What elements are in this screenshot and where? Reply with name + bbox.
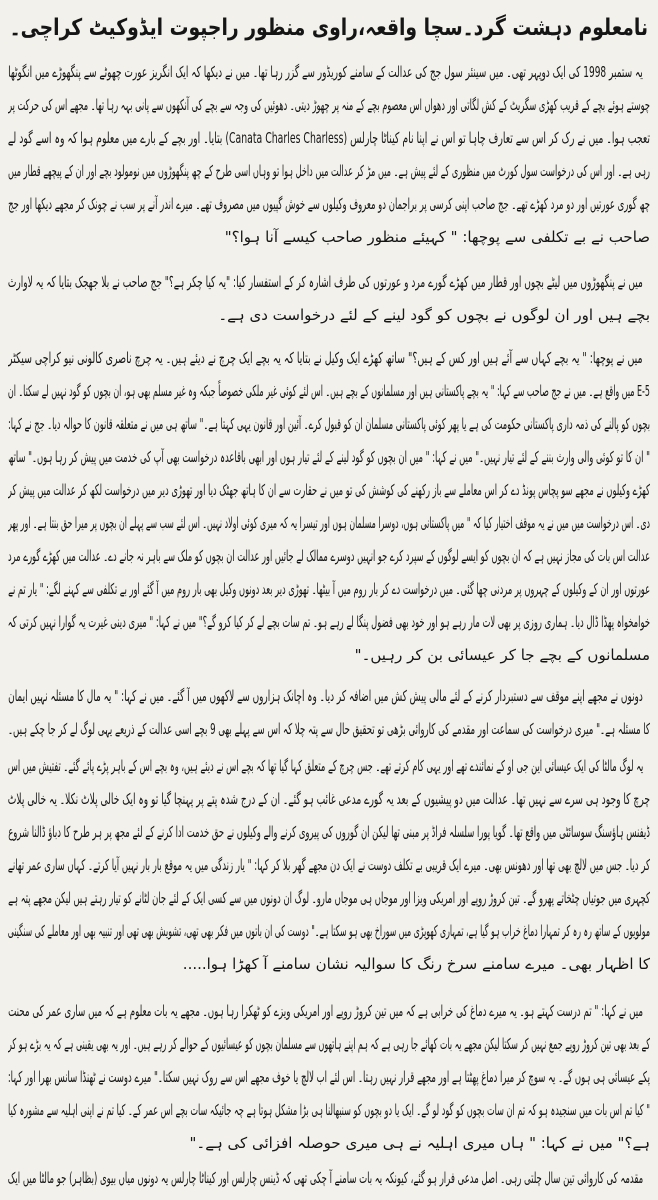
text-line: خوامخواہ پھڈا ڈال دیا۔ ہماری روزی پر بھی لات مار رہے ہو اور خود بھی فضول پنگا لے رہے ہو۔ تم سات بچے لے کر کیا کرو گے؟" میں نے کہا: " میری دینی غیرت یہ گوارا نہیں کرتی کہ (8, 613, 650, 631)
text-line: بچے ہیں اور ان لوگوں نے بچوں کو گود لینے کے لئے درخواست دی ہے۔ (218, 306, 650, 324)
text-line: کر دیا۔ جس میں لالچ بھی تھا اور دھونس بھی۔ میرے ایک قریبی بے تکلف دوست نے ایک دن مجھے گھر بلا کر کہا: " یار زندگی میں یہ موقع بار بار نہیں آیا کرتے۔ کہاں ساری عمر تھانے (8, 856, 650, 874)
text-line: کا مسئلہ ہے۔" میری درخواست کی سماعت اور مقدمے کی کاروائی بڑھی تو تحقیق حال سے پتہ چلا کہ اس سے پہلے بھی 9 بچے اسی عدالت کے ذریعے یہی لوگ لے کر جا چکے ہیں۔ (8, 720, 650, 738)
text-line: " کیا تم اس بات میں سنجیدہ ہو کہ تم ان سات بچوں کو گود لو گے۔ ایک یا دو بچوں کو سنبھالنا ہی بڑا مشکل ہوتا ہے چہ جائیکہ سات بچے اس عمر کے۔ کیا تم نے اپنی اہلیہ سے مشورہ کیا (8, 1101, 650, 1119)
text-line: مقدمہ کی کاروائی تین سال چلتی رہی۔ اصل مدعی فرار ہو گئے، کیونکہ یہ بات سامنے آ چکی تھی کہ ڈینس چارلس اور کیناٹا چارلس یہ دونوں میاں بیوی (بظاہر) جو مالٹا میں ایک (8, 1169, 644, 1187)
text-line: رہی ہے۔ اور اس کی درخواست سول کورٹ میں منظوری کے لئے پیش ہے۔ میں مڑ کر عدالت میں داخل ہوا تو وہاں اسی طرح کے چھ پنگھوڑوں میں نومولود بچے اور ان کے پیچھے قطار میں (8, 162, 650, 180)
text-line: پکے عیسائی ہی ہوں گے۔ یہ سوچ کر میرا دماغ پھٹتا ہے اور مجھے قرار نہیں رہتا۔ اس لئے اب لالچ یا خوف مجھے اس سے روک نہیں سکتا۔" میرے دوست نے ٹھنڈا سانس بھرا اور کہا: (8, 1068, 650, 1086)
text-line: یہ ستمبر 1998 کی ایک دوپہر تھی۔ میں سینئر سول جج کی عدالت کے سامنے کوریڈور سے گزر رہا تھا۔ میں نے دیکھا کہ ایک انگریز عورت چھوٹے سے پنگھوڑے میں انگوٹھا (8, 63, 643, 81)
paragraph (8, 680, 650, 746)
text-line: چوستے ہوئے بچے کے قریب کھڑی سگریٹ کے کش لگاتی اور دھواں اس معصوم بچے کے منہ پر چھوڑ دیتی۔ دھوئیں کی وجہ سے بچے کی آنکھوں سے پانی بہہ رہا تھا۔ مجھے اس کی حرکت پر (8, 96, 650, 114)
paragraph (8, 342, 650, 672)
text-line: عدالت اس بات کی مجاز نہیں ہے کہ ان بچوں کو ایسے لوگوں کے سپرد کرے جو انہیں دوسرے ممالک لے جائیں اور عدالت ان بچوں کو ملک سے باہر نہ جانے دے۔ عدالت میں کھڑے گورے مرد (8, 547, 650, 565)
text-line: عورتوں اور ان کے وکیلوں کے چہروں پر مردنی چھا گئی۔ میں درخواست دے کر بار روم میں آ بیٹھا۔ تھوڑی دیر بعد دونوں وکیل بھی بار روم میں آ گئے اور بے تکلفی سے کہنے لگے: " یار تم نے (8, 580, 650, 598)
text-line: دی۔ اس درخواست میں میں نے یہ موقف اختیار کیا کہ " میں پاکستانی ہوں، دوسرا مسلمان ہوں اور تیسرا یہ کہ میری کوئی اولاد نہیں۔ اس لئے سب سے پہلے ان بچوں پر میرا حق بنتا ہے۔ اور پھر (8, 514, 650, 532)
article-body (8, 56, 650, 1200)
text-line: کے بعد بھی تین کروڑ روپے جمع نہیں کر سکتا لیکن مجھے یہ بات کھائے جا رہی ہے کہ ہم اپنے ہاتھوں سے مسلمان بچوں کو عیسائیوں کے حوالے کر رہے ہیں۔ اور یہ بھی یقینی ہے کہ یہ بڑے ہو کر (8, 1035, 650, 1053)
text-line: ڈیفنس ہاؤسنگ سوسائٹی میں واقع تھا۔ گویا پورا سلسلہ فراڈ پر مبنی تھا لیکن ان گوروں کی پیروی کرنے والے وکیلوں نے حق خدمت ادا کرنے کے لئے مجھ پر ہر طرح کا دباؤ ڈالنا شروع (8, 823, 650, 841)
text-line: کچہری میں جوتیاں چٹخاتے پھرو گے۔ تین کروڑ روپے اور امریکی ویزا اور موجاں ہی موجاں مارو۔ لوگ ان دونوں میں سے کسی ایک کے لئے جان لٹانے کو تیار رہتے ہیں لیکن مجھے پتہ ہے (8, 889, 650, 907)
text-line: تعجب ہوا۔ میں نے رک کر اس سے تعارف چاہا تو اس نے اپنا نام کیناٹا چارلس (Canata Charles Charless) بتایا۔ اور بچے کے بارے میں معلوم ہوا کہ وہ اسے گود لے (8, 129, 650, 147)
text-line: ہے؟" میں نے کہا: " ہاں میری اہلیہ نے ہی میری حوصلہ افزائی کی ہے۔" (189, 1134, 650, 1152)
text-line: میں نے کہا: " تم درست کہتے ہو۔ یہ میرے دماغ کی خرابی ہے کہ میں تین کروڑ روپے اور امریکی ویزے کو ٹھکرا رہا ہوں۔ مجھے یہ بات معلوم ہے کہ میں ساری عمر کی محنت (8, 1002, 644, 1020)
text-line: E-5 میں واقع ہے۔ میں نے جج صاحب سے کہا: " یہ بچے پاکستانی ہیں اور مسلمانوں کے بچے ہیں۔ اس لئے کوئی غیر ملکی خصوصاً جبکہ وہ غیر مسلم بھی ہو، ان بچوں کو گود نہیں لے سکتا۔ ان (8, 382, 650, 400)
text-line: " ان کا تو کوئی والی وارث بننے کے لئے تیار نہیں۔" میں نے کہا: " میں ان بچوں کو گود لینے کے لئے تیار ہوں اور ابھی باقاعدہ درخواست بھی آپ کی خدمت میں پیش کر رہا ہوں۔" ساتھ (8, 448, 650, 466)
text-line: یہ لوگ مالٹا کی ایک عیسائی این جی او کے نمائندے تھے اور یہی کام کرتے تھے۔ جس چرچ کے متعلق کہا گیا تھا کہ بچے اس نے دیئے ہیں، وہ بچے اس کے باہر پڑے پائے گئے۔ تفتیش میں اس (8, 757, 644, 775)
paragraph (8, 266, 650, 332)
text-line: کا اظہار بھی۔ میرے سامنے سرخ رنگ کا سوالیہ نشان سامنے آ کھڑا ہوا..... (182, 955, 650, 973)
paragraph (8, 995, 650, 1160)
page-title (9, 6, 648, 50)
paragraph (8, 750, 650, 981)
text-line: دونوں نے مجھے اپنے موقف سے دستبردار کرنے کے لئے مالی پیش کش میں اضافہ کر دیا۔ وہ اچانک ہزاروں سے لاکھوں میں آ گئے۔ میں نے کہا: " یہ مال کا مسئلہ نہیں ایمان (8, 687, 643, 705)
title-text: نامعلوم دہشت گرد۔ (462, 15, 648, 41)
subtitle-text: سچا واقعہ، (357, 15, 463, 41)
paragraph (8, 56, 650, 254)
text-line: مسلمانوں کے بچے جا کر عیسائی بن کر رہیں۔" (354, 646, 650, 664)
text-line: میں نے پوچھا: " یہ بچے کہاں سے آئے ہیں اور کس کے ہیں؟" ساتھ کھڑے ایک وکیل نے بتایا کہ یہ بچے ایک چرچ نے دیئے ہیں۔ یہ چرچ ناصری کالونی نیو کراچی سیکٹر (8, 349, 643, 367)
text-line: مولویوں کے ساتھ رہ رہ کر تمہارا دماغ خراب ہو گیا ہے، تمہاری کھوپڑی میں سوراخ بھی ہو سکتا ہے۔" دوست کی ان باتوں میں فکر بھی تھی، تشویش بھی تھی اور تنبیہ بھی اور معاملے کی سنگینی (8, 922, 650, 940)
text-line: چھ گوری عورتیں اور دو مرد کھڑے تھے۔ جج صاحب اپنی کرسی پر براجمان دو معروف وکیلوں سے خوش گپیوں میں مصروف تھے۔ میرے اندر آنے پر سب نے چونک کر مجھے دیکھا اور جج (8, 195, 650, 213)
text-line: میں نے پنگھوڑوں میں لیٹے بچوں اور قطار میں کھڑے گورے مرد و عورتوں کی طرف اشارہ کر کے استفسار کیا: "یہ کیا چکر ہے؟" جج صاحب نے بلا جھجک بتایا کہ یہ لاوارث (8, 273, 643, 291)
text-line: چرچ کا وجود ہی سرے سے نہیں تھا۔ عدالت میں دو پیشیوں کے بعد یہ گورے مدعی غائب ہو گئے۔ ان کے درج شدہ پتے پر پہنچا گیا تو وہ ایک خالی پلاٹ نکلا۔ یہ خالی پلاٹ (8, 790, 650, 808)
byline-text: راوی منظور راجپوت ایڈوکیٹ کراچی۔ (9, 15, 358, 41)
text-line: صاحب نے بے تکلفی سے پوچھا: " کہیئے منظور صاحب کیسے آنا ہوا؟" (224, 228, 650, 246)
paragraph (8, 1162, 650, 1195)
text-line: کھڑے وکیلوں نے مجھے سو پچاس پونڈ دے کر اس معاملے سے باز رکھنے کی کوشش کی تو میں نے حقارت سے ان کا ہاتھ جھٹک دیا اور تھوڑی دیر میں درخواست لکھ کر عدالت میں پیش کر (8, 481, 650, 499)
text-line: بچوں کو پالنے کی ذمہ داری پاکستانی حکومت کی ہے یا پھر کوئی پاکستانی مسلمان ان کو قبول کرے۔ آئین اور قانون یہی کہتا ہے۔" ساتھ ہی میں نے متعلقہ قانون کا حوالہ دیا۔ جج نے کہا: (8, 415, 650, 433)
